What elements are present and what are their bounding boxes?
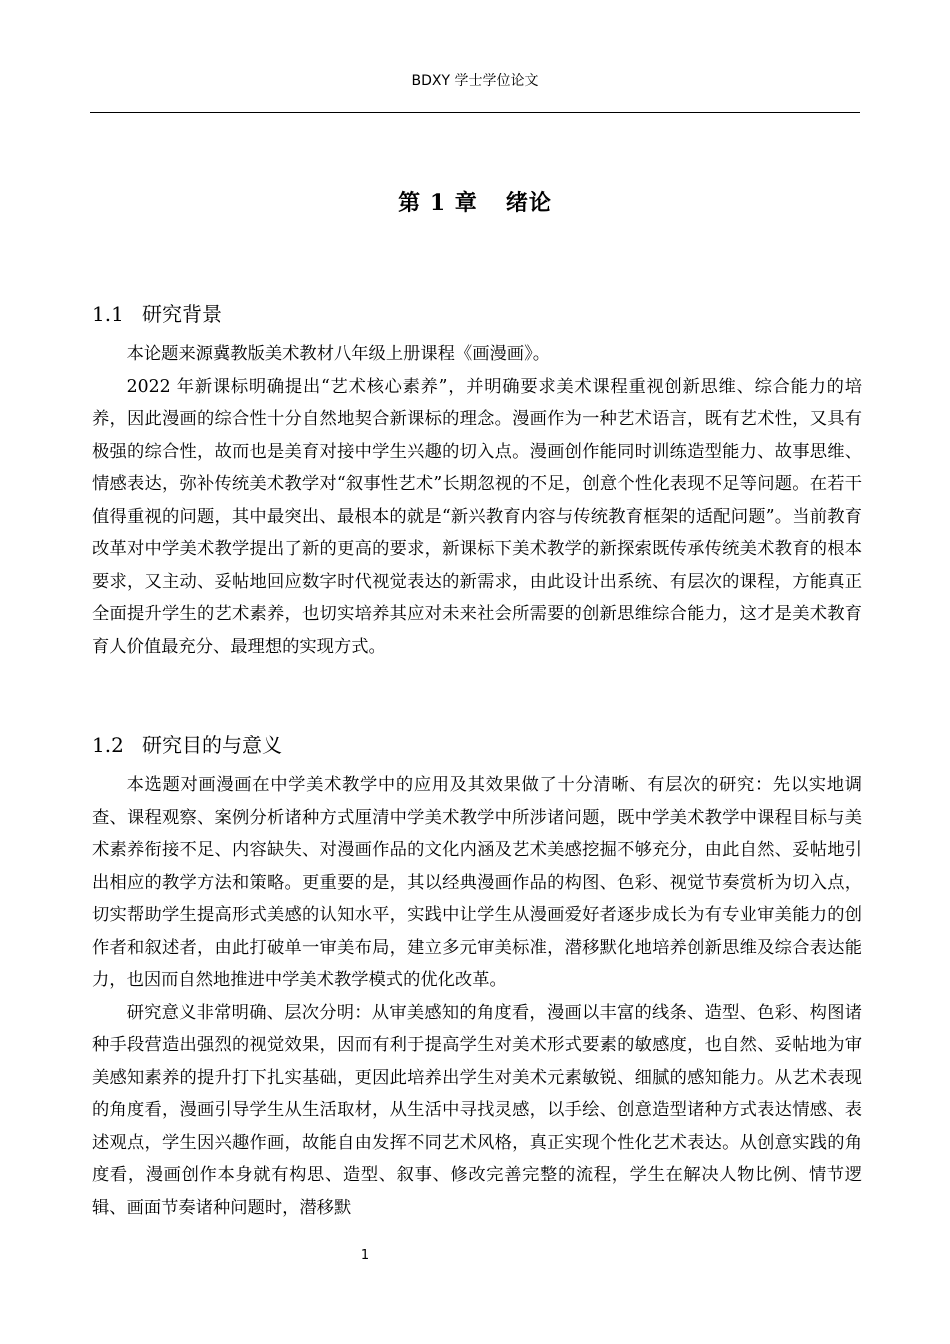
section-body-1-2: [92, 769, 862, 1224]
chapter-number: 第 1 章: [398, 190, 478, 216]
section-number: 1.1: [92, 302, 124, 326]
section-title: 研究目的与意义: [142, 733, 282, 757]
header-rule: [90, 112, 860, 113]
paragraph: 研究意义非常明确、层次分明：从审美感知的角度看，漫画以丰富的线条、造型、色彩、构图诸种手段营造出强烈的视觉效果，因而有利于提高学生对美术形式要素的敏感度，也自然、妥帖地为审美感知素养的提升打下扎实基础，更因此培养出学生对美术元素敏锐、细腻的感知能力。从艺术表现的角度看，漫画引导学生从生活取材，从生活中寻找灵感，以手绘、创意造型诸种方式表达情感、表述观点，学生因兴趣作画，故能自由发挥不同艺术风格，真正实现个性化艺术表达。从创意实践的角度看，漫画创作本身就有构思、造型、叙事、修改完善完整的流程，学生在解决人物比例、情节逻辑、画面节奏诸种问题时，潜移默: [92, 1002, 862, 1218]
chapter-name: 绪论: [505, 190, 552, 216]
section-heading-1-1: [92, 298, 222, 327]
running-header: BDXY 学士学位论文: [411, 73, 539, 89]
paragraph: 本选题对画漫画在中学美术教学中的应用及其效果做了十分清晰、有层次的研究：先以实地调查、课程观察、案例分析诸种方式厘清中学美术教学中所涉诸问题，既中学美术教学中课程目标与美术素养衔接不足、内容缺失、对漫画作品的文化内涵及艺术美感挖掘不够充分，由此自然、妥帖地引出相应的教学方法和策略。更重要的是，其以经典漫画作品的构图、色彩、视觉节奏赏析为切入点，切实帮助学生提高形式美感的认知水平，实践中让学生从漫画爱好者逐步成长为有专业审美能力的创作者和叙述者，由此打破单一审美布局，建立多元审美标准，潜移默化地培养创新思维及综合表达能力，也因而自然地推进中学美术教学模式的优化改革。: [92, 775, 862, 990]
paragraph: 2022 年新课标明确提出“艺术核心素养”，并明确要求美术课程重视创新思维、综合能力的培养，因此漫画的综合性十分自然地契合新课标的理念。漫画作为一种艺术语言，既有艺术性，又具有极强的综合性，故而也是美育对接中学生兴趣的切入点。漫画创作能同时训练造型能力、故事思维、情感表达，弥补传统美术教学对“叙事性艺术”长期忽视的不足，创意个性化表现不足等问题。在若干值得重视的问题，其中最突出、最根本的就是“新兴教育内容与传统教育框架的适配问题”。当前教育改革对中学美术教学提出了新的更高的要求，新课标下美术教学的新探索既传承传统美术教育的根本要求，又主动、妥帖地回应数字时代视觉表达的新需求，由此设计出系统、有层次的课程，方能真正全面提升学生的艺术素养，也切实培养其应对未来社会所需要的创新思维综合能力，这才是美术教育育人价值最充分、最理想的实现方式。: [92, 376, 862, 657]
section-number: 1.2: [92, 733, 124, 757]
section-heading-1-2: [92, 729, 282, 758]
page-number: 1: [360, 1248, 370, 1263]
chapter-title: [0, 186, 950, 217]
section-title: 研究背景: [142, 302, 222, 326]
paragraph: 本论题来源冀教版美术教材八年级上册课程《画漫画》。: [126, 344, 550, 364]
section-body-1-1: [92, 338, 862, 663]
